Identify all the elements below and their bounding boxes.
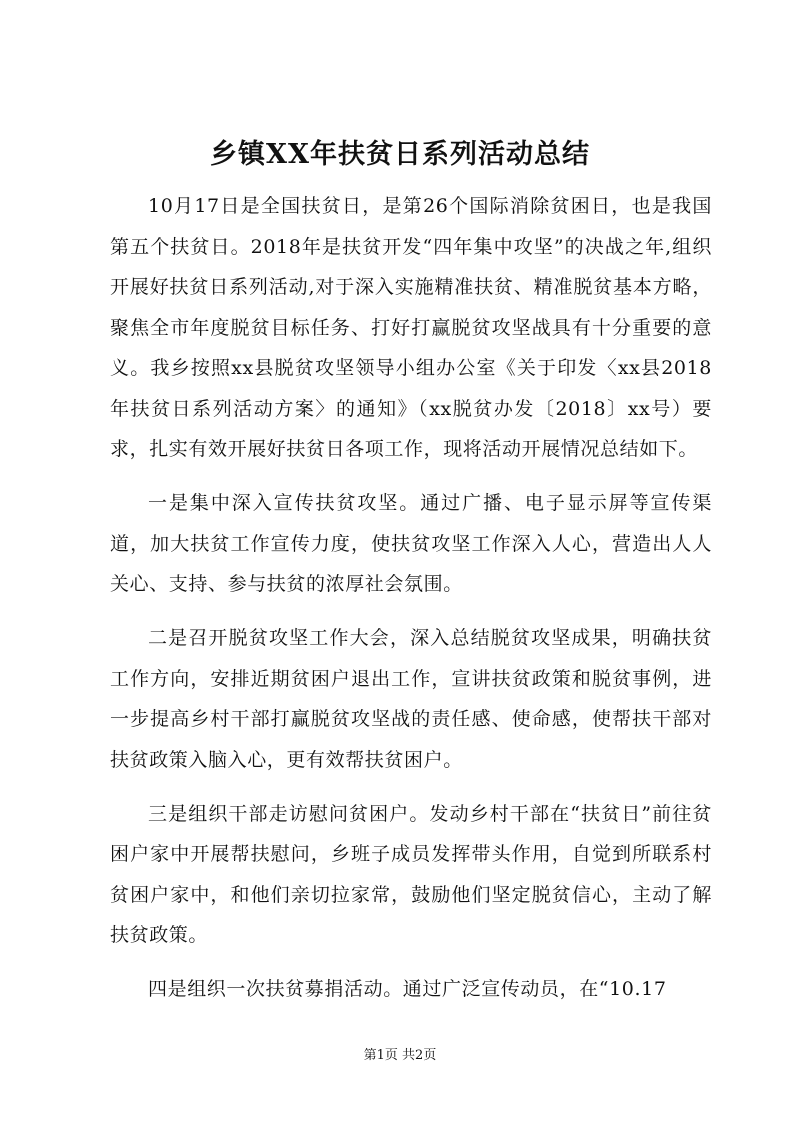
page-number-footer: 第1页 共2页 bbox=[363, 1048, 437, 1063]
document-title: 乡镇XX年扶贫日系列活动总结 bbox=[210, 139, 590, 170]
paragraph-item-2: 二是召开脱贫攻坚工作大会，深入总结脱贫攻坚成果，明确扶贫工作方向，安排近期贫困户退出工作，宣讲扶贫政策和脱贫事例，进一步提高乡村干部打赢脱贫攻坚战的责任感、使命感，使帮扶干部对扶贫政策入脑入心，更有效帮扶贫困户。 bbox=[110, 627, 712, 771]
paragraph-item-3: 三是组织干部走访慰问贫困户。发动乡村干部在“扶贫日”前往贫困户家中开展帮扶慰问，乡班子成员发挥带头作用，自觉到所联系村贫困户家中，和他们亲切拉家常，鼓励他们坚定脱贫信心，主动了解扶贫政策。 bbox=[110, 802, 712, 946]
paragraph-item-1: 一是集中深入宣传扶贫攻坚。通过广播、电子显示屏等宣传渠道，加大扶贫工作宣传力度，使扶贫攻坚工作深入人心，营造出人人关心、支持、参与扶贫的浓厚社会氛围。 bbox=[110, 492, 712, 595]
paragraph-item-4: 四是组织一次扶贫募捐活动。通过广泛宣传动员，在“10.17 bbox=[148, 978, 667, 1000]
paragraph-intro: 10月17日是全国扶贫日，是第26个国际消除贫困日，也是我国第五个扶贫日。2018年是扶贫开发“四年集中攻坚”的决战之年,组织开展好扶贫日系列活动,对于深入实施精准扶贫、精准脱贫基本方略，聚焦全市年度脱贫目标任务、打好打赢脱贫攻坚战具有十分重要的意义。我乡按照xx县脱贫攻坚领导小组办公室《关于印发〈xx县2018年扶贫日系列活动方案〉的通知》（xx脱贫办发〔2018〕xx号）要求，扎实有效开展好扶贫日各项工作，现将活动开展情况总结如下。 bbox=[110, 195, 712, 460]
document-body bbox=[110, 186, 712, 1023]
